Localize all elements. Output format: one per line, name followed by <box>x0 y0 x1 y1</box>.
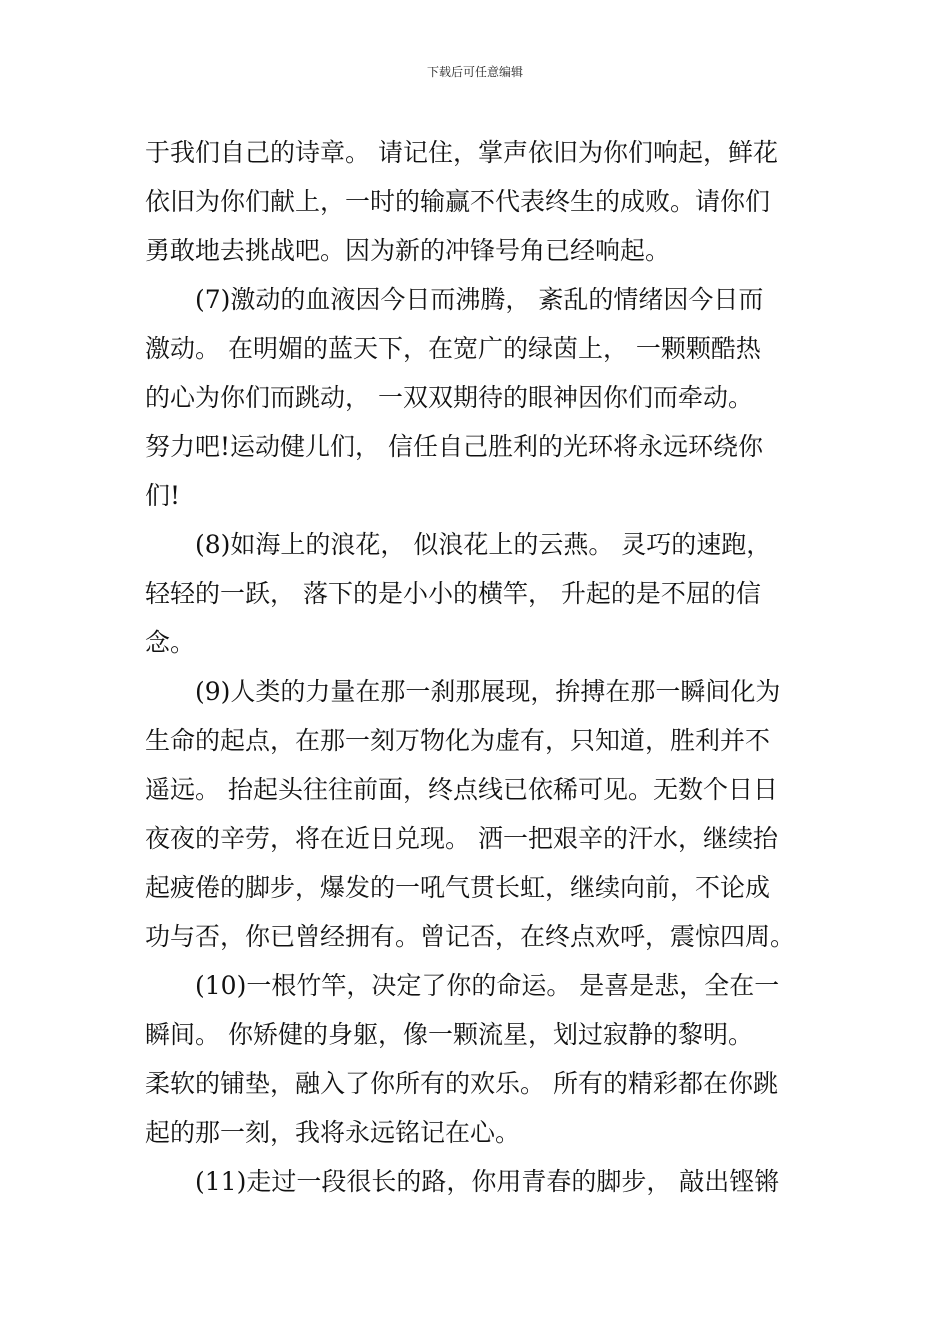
text-line: 生命的起点，在那一刻万物化为虚有，只知道，胜利并不 <box>145 726 771 755</box>
page-header-note: 下载后可任意编辑 <box>426 65 523 79</box>
text-line: 遥远。 抬起头往往前面，终点线已依稀可见。无数个日日 <box>145 775 778 804</box>
paragraph-start-11: (11)走过一段很长的路，你用青春的脚步， 敲出铿锵 <box>195 1167 780 1196</box>
text-line: 激动。 在明媚的蓝天下，在宽广的绿茵上， 一颗颗酷热 <box>145 334 761 363</box>
text-line: 夜夜的辛劳，将在近日兑现。 洒一把艰辛的汗水，继续抬 <box>145 824 778 853</box>
text-line: 依旧为你们献上，一时的输赢不代表终生的成败。请你们 <box>145 187 771 216</box>
paragraph-start-9: (9)人类的力量在那一刹那展现，拚搏在那一瞬间化为 <box>195 677 781 706</box>
text-line: 们! <box>145 481 181 510</box>
text-line: 瞬间。 你矫健的身躯，像一颗流星，划过寂静的黎明。 <box>145 1020 753 1049</box>
paragraph-start-10: (10)一根竹竿，决定了你的命运。 是喜是悲，全在一 <box>195 971 780 1000</box>
text-line: 柔软的铺垫，融入了你所有的欢乐。 所有的精彩都在你跳 <box>145 1069 778 1098</box>
text-line: 勇敢地去挑战吧。因为新的冲锋号角已经响起。 <box>145 236 671 265</box>
text-line: 念。 <box>145 628 196 657</box>
text-line: 努力吧!运动健儿们， 信任自己胜利的光环将永远环绕你 <box>145 432 763 461</box>
text-line: 轻轻的一跃， 落下的是小小的横竿， 升起的是不屈的信 <box>145 579 761 608</box>
text-line: 功与否，你已曾经拥有。曾记否，在终点欢呼，震惊四周。 <box>145 922 796 951</box>
paragraph-start-7: (7)激动的血液因今日而沸腾， 紊乱的情绪因今日而 <box>195 285 764 314</box>
text-line: 起疲倦的脚步，爆发的一吼气贯长虹，继续向前，不论成 <box>145 873 771 902</box>
text-line: 起的那一刻，我将永远铭记在心。 <box>145 1118 521 1147</box>
text-line: 于我们自己的诗章。 请记住，掌声依旧为你们响起，鲜花 <box>145 138 778 167</box>
paragraph-start-8: (8)如海上的浪花， 似浪花上的云燕。 灵巧的速跑， <box>195 530 772 559</box>
document-body <box>145 128 810 1206</box>
text-line: 的心为你们而跳动， 一双双期待的眼神因你们而牵动。 <box>145 383 753 412</box>
